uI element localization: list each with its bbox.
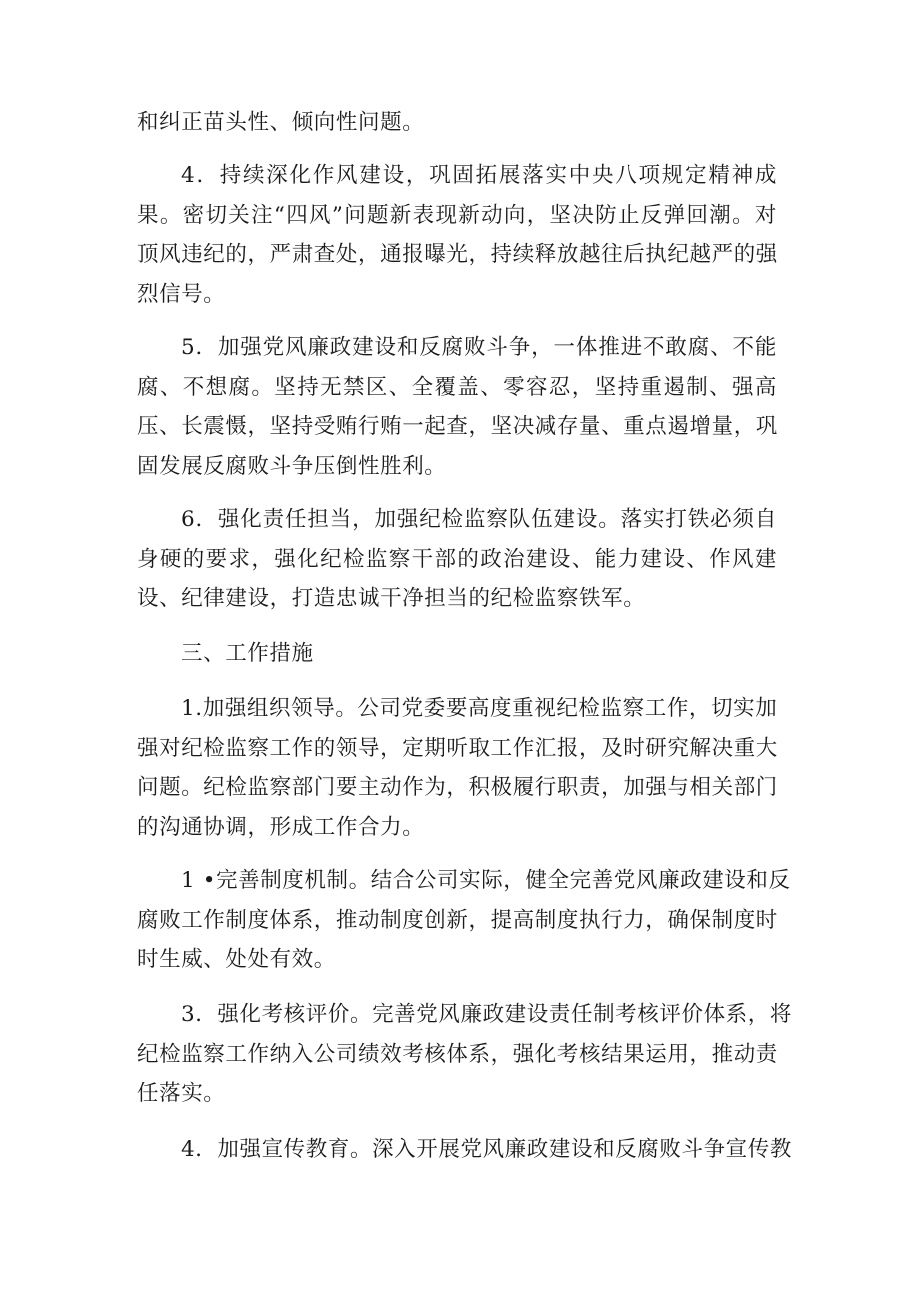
section-heading-measures <box>137 634 777 674</box>
paragraph-measure-1 <box>137 689 777 847</box>
text-line: 时生威、处处有效。 <box>137 947 336 972</box>
text-line: 固发展反腐败斗争压倒性胜利。 <box>137 453 447 479</box>
text-line: 6．强化责任担当，加强纪检监察队伍建设。落实打铁必须自 <box>181 507 777 532</box>
text-line: 4．加强宣传教育。深入开展党风廉政建设和反腐败斗争宣传教 <box>181 1137 792 1162</box>
text-line: 4．持续深化作风建设，巩固拓展落实中央八项规定精神成 <box>181 163 777 188</box>
text-line: 5．加强党风廉政建设和反腐败斗争，一体推进不敢腐、不能 <box>181 335 777 360</box>
paragraph-measure-3 <box>137 995 792 1114</box>
text-line: 任落实。 <box>137 1081 226 1106</box>
text-line: 的沟通协调，形成工作合力。 <box>137 814 425 840</box>
paragraph-measure-2 <box>137 861 791 980</box>
paragraph-measure-4 <box>137 1130 792 1170</box>
text-line: 问题。纪检监察部门要主动作为，积极履行职责，加强与相关部门 <box>137 775 778 800</box>
text-line: 3．强化考核评价。完善党风廉政建设责任制考核评价体系，将 <box>181 1002 792 1027</box>
text-line: 1.加强组织领导。公司党委要高度重视纪检监察工作，切实加 <box>181 696 778 721</box>
text-line: 顶风违纪的，严肃查处，通报曝光，持续释放越往后执纪越严的强 <box>137 242 778 267</box>
section-heading-text: 三、工作措施 <box>181 641 314 666</box>
text-line: 设、纪律建设，打造忠诚干净担当的纪检监察铁军。 <box>137 586 646 611</box>
text-line: 烈信号。 <box>137 281 226 307</box>
text-line: 强对纪检监察工作的领导，定期听取工作汇报，及时研究解决重大 <box>137 735 778 761</box>
paragraph-item-6-team <box>137 500 777 619</box>
paragraph-item-4-style <box>137 156 777 314</box>
text-line: 腐败工作制度体系，推动制度创新，提高制度执行力，确保制度时 <box>137 907 778 933</box>
text-line: 1 •完善制度机制。结合公司实际，健全完善党风廉政建设和反 <box>181 868 791 893</box>
text-line: 果。密切关注“四风”问题新表现新动向，坚决防止反弹回潮。对 <box>137 202 777 228</box>
text-line: 和纠正苗头性、倾向性问题。 <box>137 110 425 135</box>
paragraph-item-5-anticorruption <box>137 328 777 486</box>
text-line: 压、长震慑，坚持受贿行贿一起查，坚决减存量、重点遏增量，巩 <box>137 414 778 439</box>
text-line: 身硬的要求，强化纪检监察干部的政治建设、能力建设、作风建 <box>137 546 777 572</box>
text-line: 腐、不想腐。坚持无禁区、全覆盖、零容忍，坚持重遏制、强高 <box>137 374 777 400</box>
text-line: 纪检监察工作纳入公司绩效考核体系，强化考核结果运用，推动责 <box>137 1041 778 1067</box>
paragraph-continuation <box>137 103 777 143</box>
